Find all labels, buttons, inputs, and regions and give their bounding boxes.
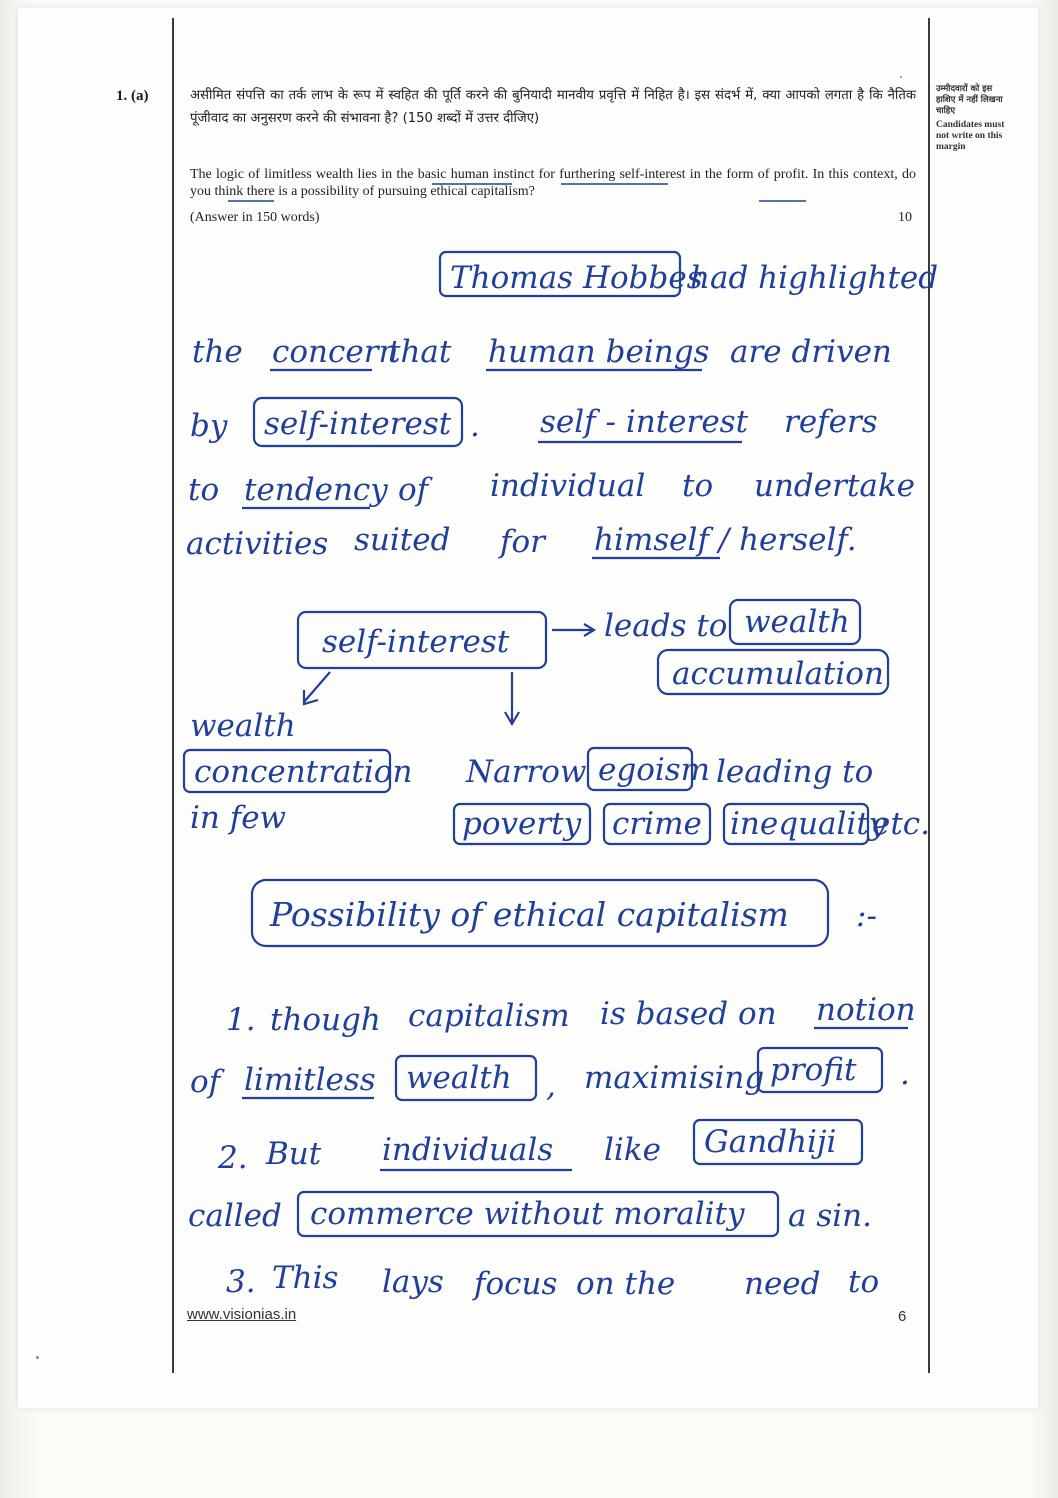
hw-narrow: Narrow — [466, 754, 587, 790]
hw-self-interest: self - interest — [540, 404, 749, 440]
hw-point1-limitless: limitless — [244, 1062, 376, 1098]
word-limit: (Answer in 150 words) — [190, 210, 320, 225]
hw-heading-suffix: :- — [856, 898, 877, 934]
hw-egoism: egoism — [598, 752, 711, 788]
hw-period: . — [470, 408, 480, 444]
page-number: 6 — [898, 1308, 907, 1325]
hw-point2-like: like — [604, 1132, 661, 1168]
scan-speck — [36, 1356, 39, 1359]
hw-point3-this: This — [272, 1260, 339, 1296]
hw-self-interest-boxed: self-interest — [264, 406, 452, 442]
hw-concentration: concentration — [194, 754, 413, 790]
hw-crime: crime — [612, 806, 702, 842]
hw-human-beings: human beings — [488, 334, 710, 370]
hw-point2-individuals: individuals — [382, 1132, 554, 1168]
hw-to-2: to — [682, 468, 714, 504]
hw-point3-lays: lays — [382, 1264, 444, 1300]
hw-point1-comma: , — [546, 1068, 556, 1104]
hw-point3-on-the: on the — [576, 1266, 676, 1302]
question-marks: 10 — [898, 210, 912, 225]
hw-himself-herself: himself / herself. — [594, 522, 857, 558]
hw-point1-notion: notion — [816, 992, 916, 1028]
hw-are-driven: are driven — [730, 334, 892, 370]
hw-thomas-hobbes: Thomas Hobbes — [450, 260, 703, 296]
hw-inequality: inequality — [730, 806, 887, 842]
hw-point1-capitalism: capitalism — [408, 998, 570, 1034]
hw-activities: activities — [186, 526, 329, 562]
hw-point1-wealth: wealth — [406, 1060, 512, 1096]
margin-instruction-english: Candidates must not write on this margin — [936, 120, 1005, 152]
question-text-hindi: असीमित संपत्ति का तर्क लाभ के रूप में स्वहित की पूर्ति करने की बुनियादी मानवीय प्रवृत्ति में निहित है। इस संदर्भ में, क्या आपको लगता है कि नैतिक पूंजीवाद का अनुसरण करने की संभावना है? (150 शब्दों में उत्तर दीजिए) — [190, 88, 916, 126]
hw-undertake: undertake — [754, 468, 916, 504]
hw-point3-to: to — [848, 1264, 880, 1300]
footer-url: www.visionias.in — [187, 1306, 297, 1323]
hw-accumulation: accumulation — [672, 656, 884, 692]
hw-tendency: tendency — [244, 472, 388, 508]
hw-the: the — [192, 334, 243, 370]
arrow-left-shaft — [304, 672, 330, 702]
hw-suited: suited — [354, 522, 451, 558]
question-number: 1. (a) — [116, 88, 149, 104]
hw-point2-but: But — [266, 1136, 322, 1172]
arrow-left-head — [304, 690, 318, 704]
hw-point2-called: called — [188, 1198, 282, 1234]
hw-point3-need: need — [744, 1266, 821, 1302]
hw-wealth: wealth — [744, 604, 850, 640]
hw-in-few: in few — [190, 800, 287, 836]
hw-individual: individual — [490, 468, 646, 504]
hw-diagram-root: self-interest — [322, 624, 510, 660]
hw-for: for — [500, 524, 545, 560]
hw-point3-focus: focus — [474, 1266, 558, 1302]
hw-to: to — [188, 472, 220, 508]
hw-point2-a-sin: a sin. — [788, 1198, 872, 1234]
hw-leading-to: leading to — [716, 754, 874, 790]
hw-leads-to: leads to — [604, 608, 728, 644]
hw-etc: etc. — [872, 806, 931, 842]
hw-point1-period: . — [900, 1056, 910, 1092]
hw-point3-num: 3. — [226, 1264, 256, 1300]
hw-point1-of: of — [190, 1064, 221, 1100]
scan-speck — [900, 76, 902, 78]
hw-that: that — [388, 334, 452, 370]
hw-heading: Possibility of ethical capitalism — [270, 895, 789, 934]
hw-point2-num: 2. — [218, 1140, 248, 1176]
hw-had-highlighted: had highlighted — [690, 260, 939, 296]
hw-point1-maximising: maximising — [584, 1060, 765, 1096]
hw-point1-num: 1. — [226, 1002, 256, 1038]
hw-point1-profit: profit — [770, 1052, 857, 1088]
margin-instruction-hindi: उम्मीदवारों को इस हाशिए में नहीं लिखना चाहिए — [936, 84, 1003, 116]
hw-of: of — [398, 472, 429, 508]
hw-point2-commerce: commerce without morality — [310, 1196, 745, 1232]
hw-by: by — [190, 408, 228, 444]
hw-point1-based-on: is based on — [600, 996, 777, 1032]
hw-refers: refers — [784, 404, 878, 440]
hw-point1-though: though — [270, 1002, 381, 1038]
hw-point2-gandhiji: Gandhiji — [704, 1124, 837, 1160]
hw-wealth-left: wealth — [190, 708, 296, 744]
hw-concern: concern — [272, 334, 399, 370]
question-text-english: The logic of limitless wealth lies in the basic human instinct for furthering self-interest in the form of profit. In this context, do you think there is a possibility of pursuing ethical capitalism? — [190, 167, 916, 199]
hw-poverty: poverty — [462, 806, 582, 842]
